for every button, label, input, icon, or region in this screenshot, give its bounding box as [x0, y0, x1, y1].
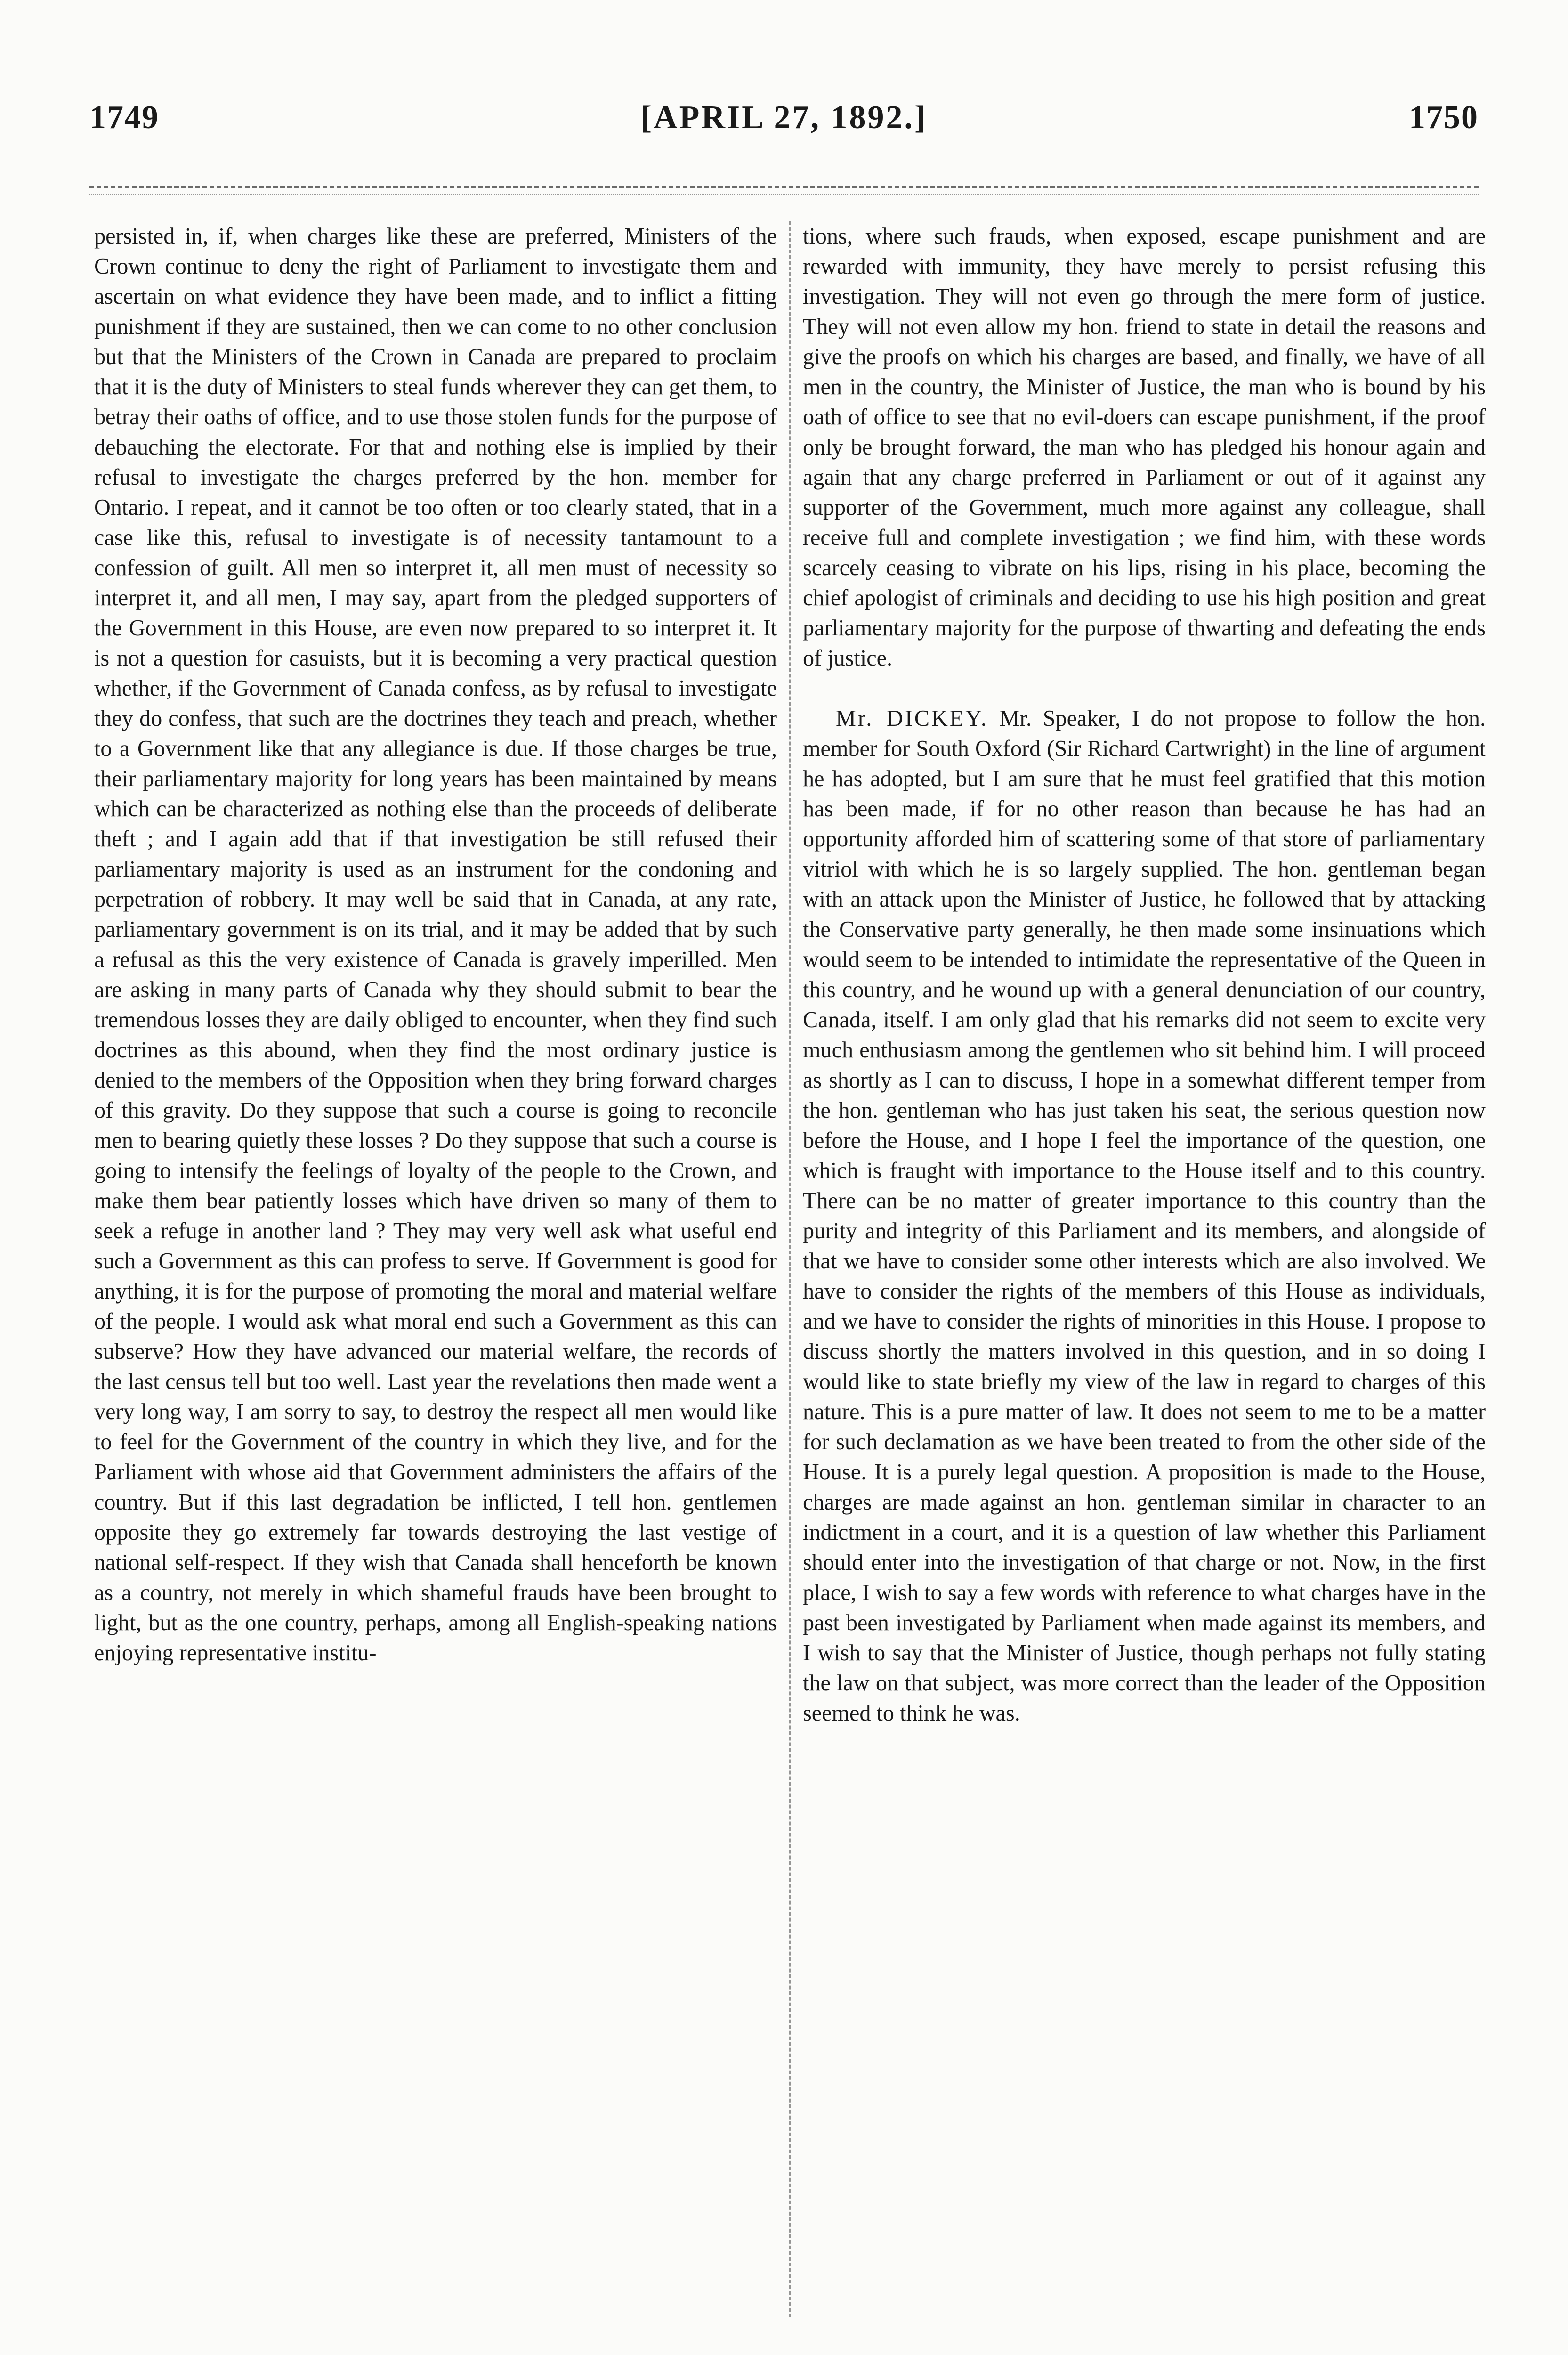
column-divider	[789, 221, 791, 2317]
dickey-speech-text: Mr. Speaker, I do not propose to follow the hon. member for South Oxford (Sir Richard Cartwright) in the line of argument he has adopted, but I am sure that he must feel gratified that this motion has been made, if for no other reason than because he has had an opportunity afforded him of scattering some of that store of parliamentary vitriol with which he is so largely supplied. The hon. gentleman began with an attack upon the Minister of Justice, he followed that by attacking the Conservative party generally, he then made some insinuations which would seem to be intended to intimidate the representative of the Queen in this country, and he wound up with a general denunciation of our country, Canada, itself. I am only glad that his remarks did not seem to excite very much enthusiasm among the gentlemen who sit behind him. I will proceed as shortly as I can to discuss, I hope in a somewhat different temper from the hon. gentleman who has just taken his seat, the serious question now before the House, and I hope I feel the importance of the question, one which is fraught with importance to the House itself and to this country. There can be no matter of greater importance to this country than the purity and integrity of this Parliament and its members, and alongside of that we have to consider some other interests which are also involved. We have to consider the rights of the members of this House as individuals, and we have to consider the rights of minorities in this House. I propose to discuss shortly the matters involved in this question, and in so doing I would like to state briefly my view of the law in regard to charges of this nature. This is a pure matter of law. It does not seem to me to be a matter for such declamation as we have been treated to from the other side of the House. It is a purely legal question. A proposition is made to the House, charges are made against an hon. gentleman similar in character to an indictment in a court, and it is a question of law whether this Parliament should enter into the investigation of that charge or not. Now, in the first place, I wish to say a few words with reference to what charges have in the past been investigated by Parliament when made against its members, and I wish to say that the Minister of Justice, though perhaps not fully stating the law on that subject, was more correct than the leader of the Opposition seemed to think he was.	[803, 706, 1486, 1726]
speaker-name: Mr. DICKEY.	[836, 706, 988, 731]
header-rule	[89, 186, 1479, 188]
dickey-speech-paragraph	[803, 704, 1486, 1729]
page-date: [APRIL 27, 1892.]	[640, 99, 928, 136]
header-rule-secondary	[89, 194, 1479, 195]
page-header	[89, 94, 1479, 141]
right-column-continuation: tions, where such frauds, when exposed, escape punishment and are rewarded with immunity, they have merely to persist refusing this investigation. They will not even go through the mere form of justice. They will not even allow my hon. friend to state in detail the reasons and give the proofs on which his charges are based, and finally, we have of all men in the country, the Minister of Justice, the man who is bound by his oath of office to see that no evil-doers can escape punishment, if the proof only be brought forward, the man who has pledged his honour again and again that any charge preferred in Parliament or out of it against any supporter of the Government, much more against any colleague, shall receive full and complete investigation ; we find him, with these words scarcely ceasing to vibrate on his lips, rising in his place, becoming the chief apologist of criminals and deciding to use his high position and great parliamentary majority for the purpose of thwarting and defeating the ends of justice.	[803, 224, 1486, 671]
left-page-number: 1749	[89, 99, 159, 136]
left-column-text: persisted in, if, when charges like these are preferred, Ministers of the Crown continue to deny the right of Parliament to investigate them and ascertain on what evidence they have been made, and to inflict a fitting punishment if they are sustained, then we can come to no other conclusion but that the Ministers of the Crown in Canada are prepared to proclaim that it is the duty of Ministers to steal funds wherever they can get them, to betray their oaths of office, and to use those stolen funds for the purpose of debauching the electorate. For that and nothing else is implied by their refusal to investigate the charges preferred by the hon. member for Ontario. I repeat, and it cannot be too often or too clearly stated, that in a case like this, refusal to investigate is of necessity tantamount to a confession of guilt. All men so interpret it, all men must of necessity so interpret it, and all men, I may say, apart from the pledged supporters of the Government in this House, are even now prepared to so interpret it. It is not a question for casuists, but it is becoming a very practical question whether, if the Government of Canada confess, as by refusal to investigate they do confess, that such are the doctrines they teach and preach, whether to a Government like that any allegiance is due. If those charges be true, their parliamentary majority for long years has been maintained by means which can be characterized as nothing else than the proceeds of deliberate theft ; and I again add that if that investigation be still refused their parliamentary majority is used as an instrument for the condoning and perpetration of robbery. It may well be said that in Canada, at any rate, parliamentary government is on its trial, and it may be added that by such a refusal as this the very existence of Canada is gravely imperilled. Men are asking in many parts of Canada why they should submit to bear the tremendous losses they are daily obliged to encounter, when they find such doctrines as this abound, when they find the most ordinary justice is denied to the members of the Opposition when they bring forward charges of this gravity. Do they suppose that such a course is going to reconcile men to bearing quietly these losses ? Do they suppose that such a course is going to intensify the feelings of loyalty of the people to the Crown, and make them bear patiently losses which have driven so many of them to seek a refuge in another land ? They may very well ask what useful end such a Government as this can profess to serve. If Government is good for anything, it is for the purpose of promoting the moral and material welfare of the people. I would ask what moral end such a Government as this can subserve? How they have advanced our material welfare, the records of the last census tell but too well. Last year the revelations then made went a very long way, I am sorry to say, to destroy the respect all men would like to feel for the Government of the country in which they live, and for the Parliament with whose aid that Government administers the affairs of the country. But if this last degradation be inflicted, I tell hon. gentlemen opposite they go extremely far towards destroying the last vestige of national self-respect. If they wish that Canada shall henceforth be known as a country, not merely in which shameful frauds have been brought to light, but as the one country, perhaps, among all English-speaking nations enjoying representative institu-	[94, 224, 777, 1665]
right-page-number: 1750	[1409, 99, 1479, 136]
right-column	[803, 221, 1486, 2327]
left-column	[94, 221, 777, 2327]
